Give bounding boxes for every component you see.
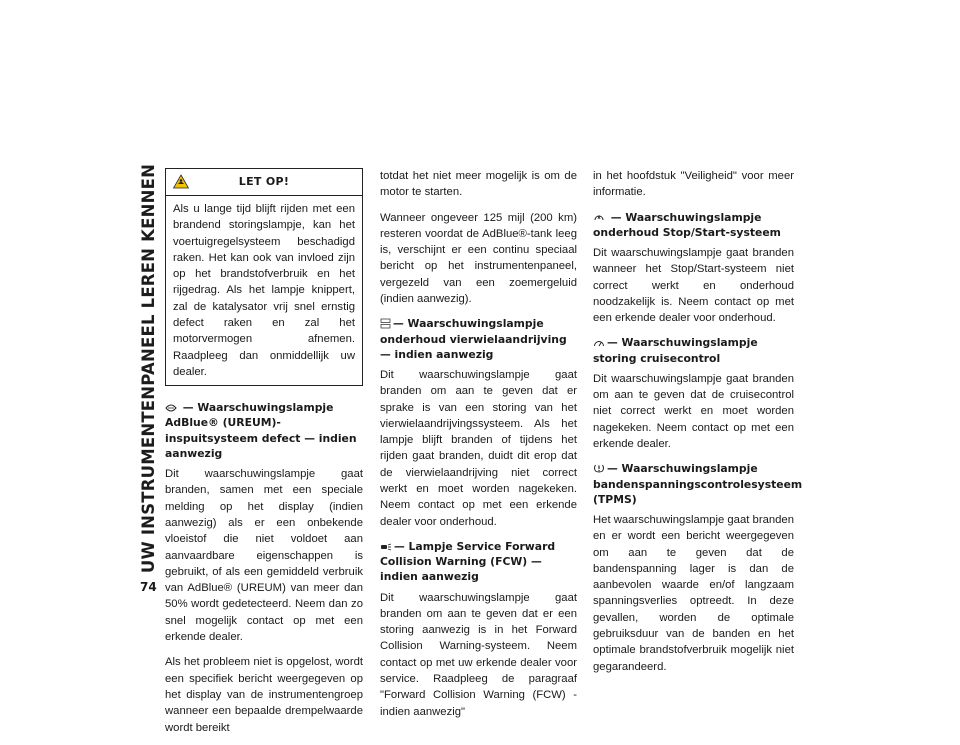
forward-collision-icon [380, 542, 392, 552]
cruise-heading-text: — Waarschuwingslampje storing cruisecontrol [593, 336, 758, 365]
fcw-paragraph-1: Dit waarschuwingslampje gaat branden om aan te geven dat er een storing aanwezig is in het Forward Collision Warning-systeem. Neem contact op met uw erkende dealer voor service. Raadpleeg de paragraaf "Forward Collision Warning (FCW) - indien aanwezig" [380, 591, 577, 718]
adblue-cont-paragraph-2: Wanneer ongeveer 125 mijl (200 km) resteren voordat de AdBlue®-tank leeg is, verschijnt er een continu speciaal bericht op het instrumentenpaneel, vergezeld van een zoemergeluid (indien aanwezig). [380, 211, 577, 306]
adblue-injection-icon [165, 403, 177, 413]
stop-start-service-icon [593, 213, 605, 223]
fcw-heading-text: — Lampje Service Forward Collision Warning (FCW) — indien aanwezig [380, 539, 556, 584]
fcw-heading [380, 539, 577, 585]
stopstart-heading [593, 210, 794, 240]
cruise-control-fault-icon [593, 338, 605, 348]
awd-paragraph-1: Dit waarschuwingslampje gaat branden om aan te geven dat er sprake is van een storing van het vierwielaandrijvingssysteem. Als het lampje blijft branden of tijdens het rijden gaat branden, duidt dit erop dat de vierwielaandrijving niet correct werkt en moet worden nagekeken. Neem contact op met een erkende dealer voor onderhoud. [380, 368, 577, 528]
cruise-heading [593, 335, 794, 365]
service-awd-icon [380, 318, 391, 329]
tpms-heading [593, 461, 803, 507]
awd-heading [380, 316, 577, 362]
tire-pressure-icon [593, 463, 605, 474]
warning-title: LET OP! [238, 174, 290, 188]
warning-box [165, 168, 363, 386]
cruise-paragraph-1: Dit waarschuwingslampje gaat branden om aan te geven dat de cruisecontrol niet correct werkt en moet worden nagekeken. Neem contact op met een erkende dealer. [593, 372, 794, 451]
column-3 [593, 168, 803, 684]
tpms-heading-text: — Waarschuwingslampje bandenspanningscontrolesysteem (TPMS) [593, 462, 803, 506]
stopstart-paragraph-1: Dit waarschuwingslampje gaat branden wanneer het Stop/Start-systeem niet correct werkt en onderhoud noodzakelijk is. Neem contact op met een erkende dealer voor onderhoud. [593, 247, 794, 325]
section-title-text: UW INSTRUMENTENPANEEL LEREN KENNEN [139, 163, 159, 573]
adblue-paragraph-1: Dit waarschuwingslampje gaat branden, samen met een speciale melding op het display (indien aanwezig) als er een onbekende vloeistof die niet voldoet aan aanvaardbare eigenschappen is gebruikt, of als een gemiddeld verbruik van AdBlue® (UREUM) van meer dan 50% wordt gedetecteerd. Neem dan zo snel mogelijk contact op met een erkende dealer. [165, 468, 363, 644]
warning-header [166, 169, 362, 196]
adblue-cont-paragraph-1: totdat het niet meer mogelijk is om de motor te starten. [380, 170, 577, 199]
fcw-cont-paragraph-1: in het hoofdstuk "Veiligheid" voor meer informatie. [593, 170, 794, 199]
column-2 [380, 168, 577, 729]
stopstart-heading-text: — Waarschuwingslampje onderhoud Stop/Start-systeem [593, 210, 781, 239]
warning-text: Als u lange tijd blijft rijden met een brandend storingslampje, kan het voertuigregelsysteem beschadigd raken. Het kan ook van invloed zijn op het brandstofverbruik en het rijgedrag. Als het lampje knippert, zal de katalysator vrij snel ernstig defect raken en zal het motorvermogen afnemen. Raadpleeg dan onmiddellijk uw dealer. [173, 203, 355, 378]
adblue-heading [165, 400, 363, 461]
adblue-heading-text: — Waarschuwingslampje AdBlue® (UREUM)-inspuitsysteem defect — indien aanwezig [165, 401, 357, 460]
page-number: 74 [140, 580, 157, 594]
column-1 [165, 168, 363, 745]
section-side-title [132, 163, 166, 573]
warning-triangle-icon [173, 174, 189, 189]
adblue-paragraph-2: Als het probleem niet is opgelost, wordt een specifiek bericht weergegeven op het display van de instrumentengroep wanneer een bepaalde drempelwaarde wordt bereikt [165, 656, 363, 734]
awd-heading-text: — Waarschuwingslampje onderhoud vierwielaandrijving — indien aanwezig [380, 317, 567, 361]
tpms-paragraph-1: Het waarschuwingslampje gaat branden en er wordt een bericht weergegeven om aan te geven dat de bandenspanning lager is dan de aanbevolen waarde en/of langzaam spanningsverlies optreedt. In deze gevallen, worden de optimale gebruiksduur van de banden en het optimale brandstofverbruik mogelijk niet gegarandeerd. [593, 513, 794, 673]
